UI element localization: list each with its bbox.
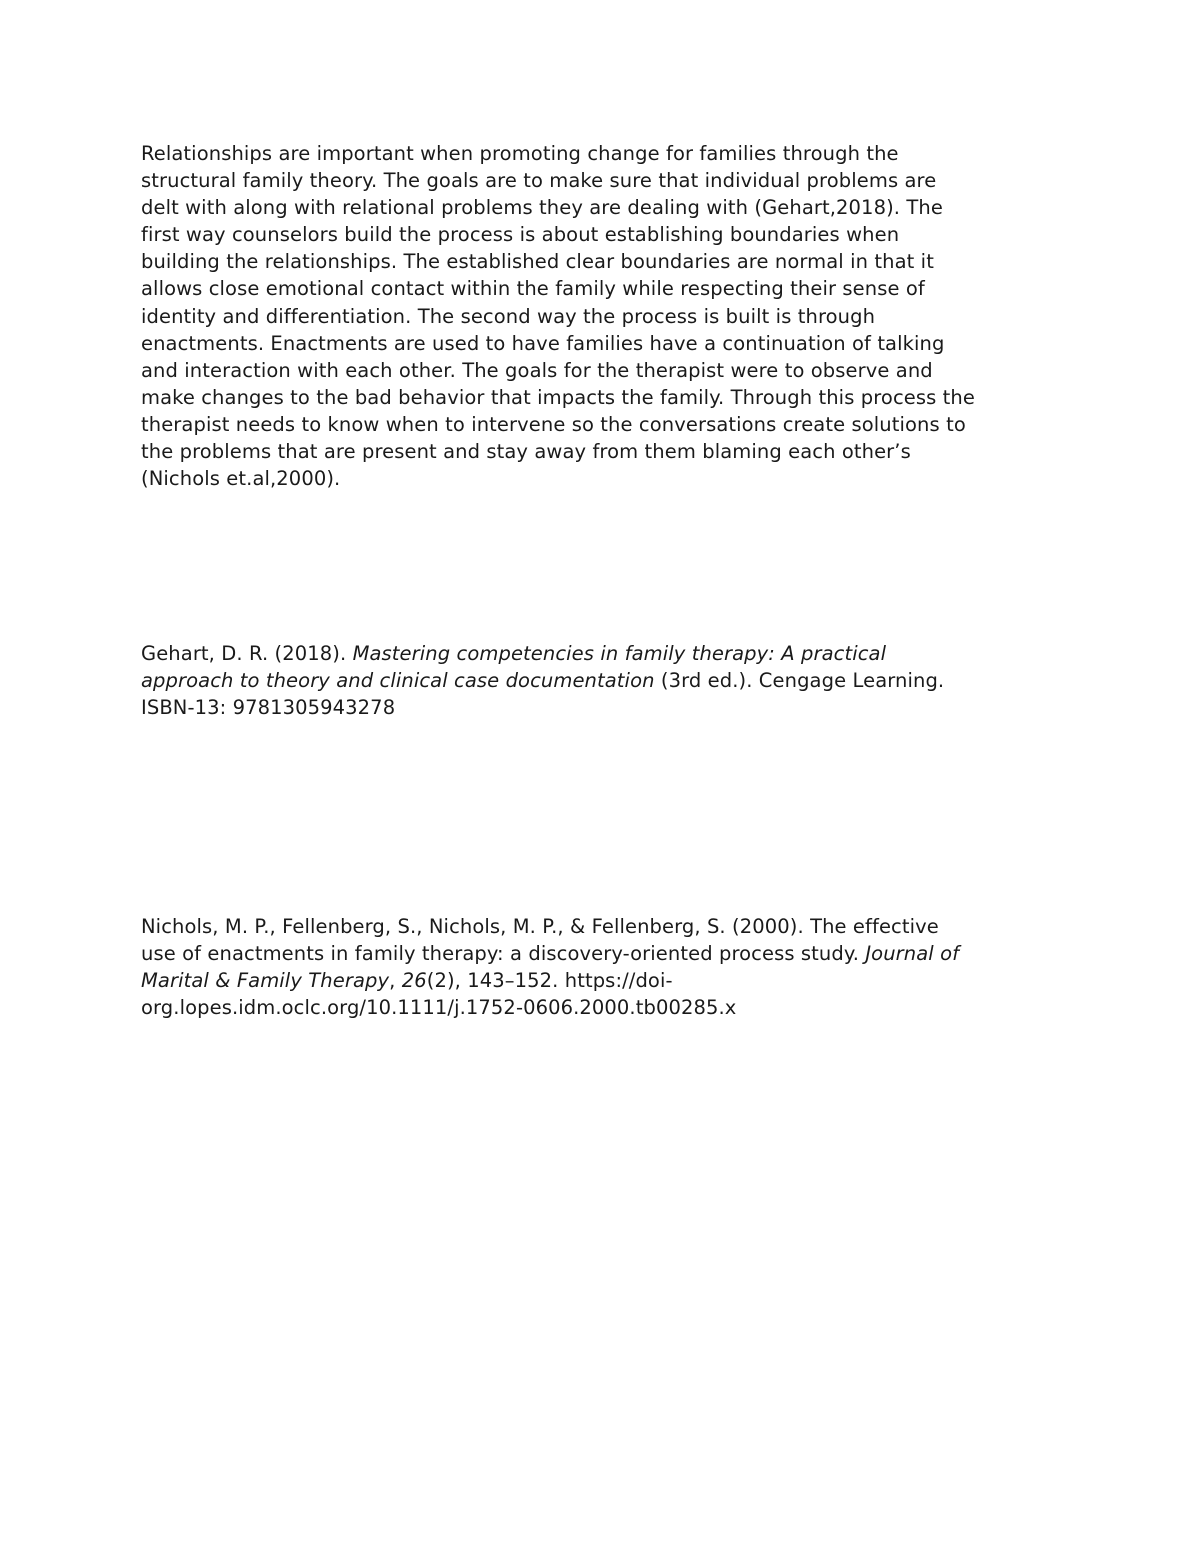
body-line: structural family theory. The goals are to make sure that individual problems are <box>141 169 937 193</box>
reference-authors: Gehart, D. R. (2018). <box>141 642 353 665</box>
reference-line <box>141 667 944 694</box>
reference-separator: , <box>389 969 402 993</box>
body-line: identity and differentiation. The second way the process is built is through <box>141 304 876 328</box>
reference-article-title: use of enactments in family therapy: a discovery-oriented process study. <box>141 942 866 966</box>
reference-title: Mastering competencies in family therapy: A practical <box>352 642 887 665</box>
body-line: and interaction with each other. The goals for the therapist were to observe and <box>141 358 933 382</box>
body-line: the problems that are present and stay away from them blaming each other’s <box>141 440 911 464</box>
reference-isbn: ISBN-13: 9781305943278 <box>141 696 396 720</box>
body-line: enactments. Enactments are used to have families have a continuation of talking <box>141 331 945 355</box>
reference-line <box>141 640 944 667</box>
reference-publisher: (3rd ed.). Cengage Learning. <box>654 669 945 693</box>
body-line: allows close emotional contact within the family while respecting their sense of <box>141 277 925 301</box>
body-line: Relationships are important when promoting change for families through the <box>141 142 899 165</box>
reference-gehart <box>141 640 944 721</box>
reference-issue-pages: (2), 143–152. https://doi- <box>426 969 673 993</box>
body-line: building the relationships. The established clear boundaries are normal in that it <box>141 250 934 274</box>
body-line: make changes to the bad behavior that impacts the family. Through this process the <box>141 385 975 409</box>
body-paragraph <box>141 140 975 492</box>
reference-line: Nichols, M. P., Fellenberg, S., Nichols, M. P., & Fellenberg, S. (2000). The effective <box>141 915 939 938</box>
reference-journal: Marital & Family Therapy <box>141 969 390 993</box>
reference-line <box>141 967 959 994</box>
reference-title: approach to theory and clinical case documentation <box>141 669 655 693</box>
reference-line <box>141 940 959 967</box>
reference-doi: org.lopes.idm.oclc.org/10.1111/j.1752-0606.2000.tb00285.x <box>141 996 737 1020</box>
body-line: delt with along with relational problems they are dealing with (Gehart,2018). The <box>141 196 943 220</box>
body-line: therapist needs to know when to intervene so the conversations create solutions to <box>141 412 966 436</box>
body-line: (Nichols et.al,2000). <box>141 467 341 491</box>
body-line: first way counselors build the process is about establishing boundaries when <box>141 223 900 247</box>
reference-nichols <box>141 913 959 1021</box>
reference-volume: 26 <box>401 969 427 993</box>
reference-journal: Journal of <box>865 942 960 966</box>
